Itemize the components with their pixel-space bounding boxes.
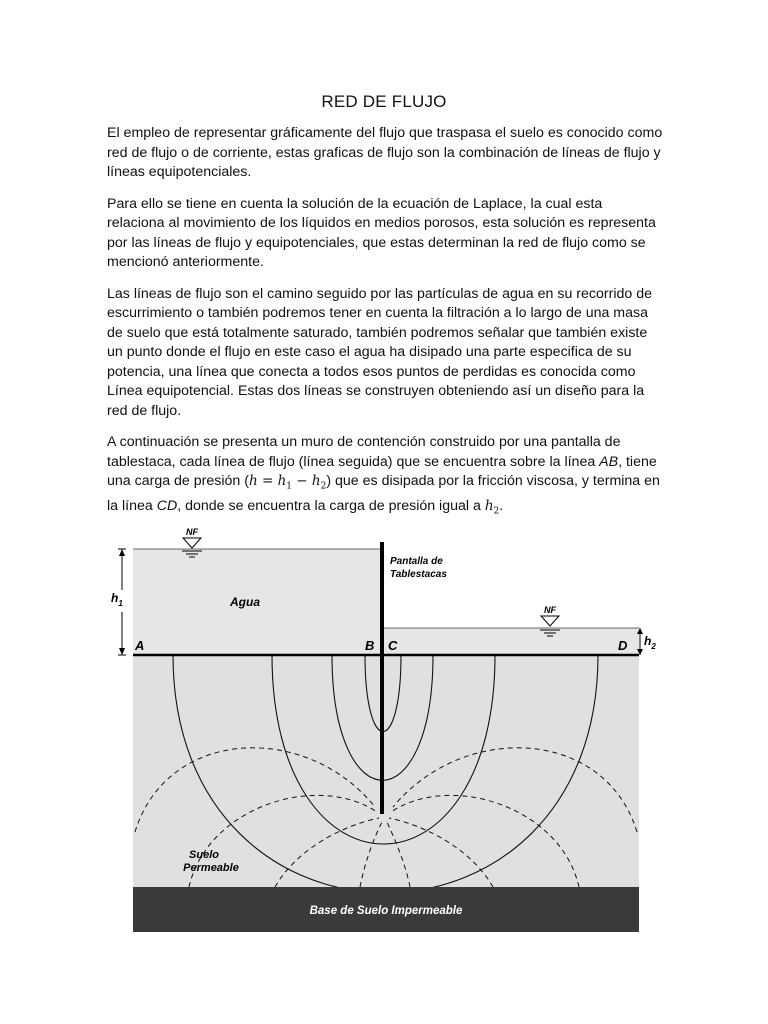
paragraph-4 — [107, 433, 663, 522]
point-a-label: A — [135, 638, 145, 653]
h2-dimension — [637, 628, 656, 655]
p4-text-3: ) que es disipada por la fricción viscosa, y termina en la línea — [107, 473, 660, 515]
h2-label — [644, 634, 656, 651]
nf-triangle-downstream — [541, 616, 559, 626]
paragraph-2: Para ello se tiene en cuenta la solución de la ecuación de Laplace, la cual esta relaciona al movimiento de los líquidos en medios porosos, esta solución es representa por las líneas de flujo y equipotenciales, que estas determinan la red de flujo como se mencionó anteriormente. — [107, 195, 656, 270]
h1-arrow-top — [119, 549, 125, 556]
eq-h1-sub: 1 — [286, 481, 293, 492]
nf-triangle-upstream — [183, 538, 201, 548]
paragraph-3: Las líneas de flujo son el camino seguido por las partículas de agua en su recorrido de escurrimiento o también podremos tener en cuenta la filtración a lo largo de una masa de suelo que está totalmente saturado, también podremos señalar que también existe un punto donde el flujo en este caso el agua ha disipado una parte especifica de su potencia, una línea que conecta a todos esos puntos de perdidas es conocida como Línea equipotencial. Estas dos líneas se construyen obteniendo así un diseño para la red de flujo. — [107, 285, 652, 419]
pantalla-label-2: Tablestacas — [390, 569, 447, 580]
base-label: Base de Suelo Impermeable — [309, 905, 463, 917]
document-body — [107, 124, 663, 534]
p4-text-2: , tiene una carga de presión ( — [107, 453, 657, 489]
paragraph-1: El empleo de representar gráficamente del flujo que traspasa el suelo es conocido como red de flujo o de corriente, estas graficas de flujo son la combinación de líneas de flujo y líneas equipotenciales. — [107, 125, 663, 180]
eq-equals: = — [257, 473, 278, 489]
eq-h2-sub: 2 — [320, 481, 327, 492]
p4-end: . — [499, 498, 504, 515]
pantalla-label-1: Pantalla de — [390, 556, 443, 567]
point-c-label: C — [388, 638, 398, 653]
eq-h2: h — [311, 473, 321, 489]
h2-letter: h — [644, 634, 652, 648]
p4-text-4: , donde se encuentra la carga de presión igual a — [177, 498, 485, 515]
eq-h: h — [248, 473, 258, 489]
water-label: Agua — [230, 595, 260, 609]
point-b-label: B — [365, 638, 375, 653]
h1-letter: h — [111, 591, 119, 605]
h2-ref-sub: 2 — [493, 506, 500, 517]
h2-ref-letter: h — [484, 498, 494, 515]
h2-subscript: 2 — [651, 642, 656, 651]
nf-label-downstream: NF — [544, 605, 556, 615]
h1-arrow-bottom — [119, 648, 125, 655]
eq-h1: h — [277, 473, 287, 489]
flow-net-figure — [107, 522, 663, 932]
h1-dimension — [110, 549, 126, 655]
line-ab-ref: AB — [599, 453, 619, 470]
p4-text-1: A continuación se presenta un muro de contención construido por una pantalla de tablestaca, cada línea de flujo (línea seguida) que se encuentra sobre la línea — [107, 434, 621, 470]
point-d-label: D — [618, 638, 628, 653]
h1-subscript: 1 — [118, 599, 123, 608]
eq-minus: − — [292, 473, 312, 489]
soil-label-1: Suelo — [189, 849, 219, 861]
head-equation — [248, 473, 327, 492]
h2-ref — [484, 498, 500, 517]
nf-label-upstream: NF — [186, 527, 198, 537]
water-downstream — [382, 628, 639, 655]
flow-net-diagram — [107, 522, 663, 932]
page-title: RED DE FLUJO — [321, 92, 447, 111]
line-cd-ref: CD — [156, 498, 178, 515]
soil-label-2: Permeable — [183, 862, 239, 874]
